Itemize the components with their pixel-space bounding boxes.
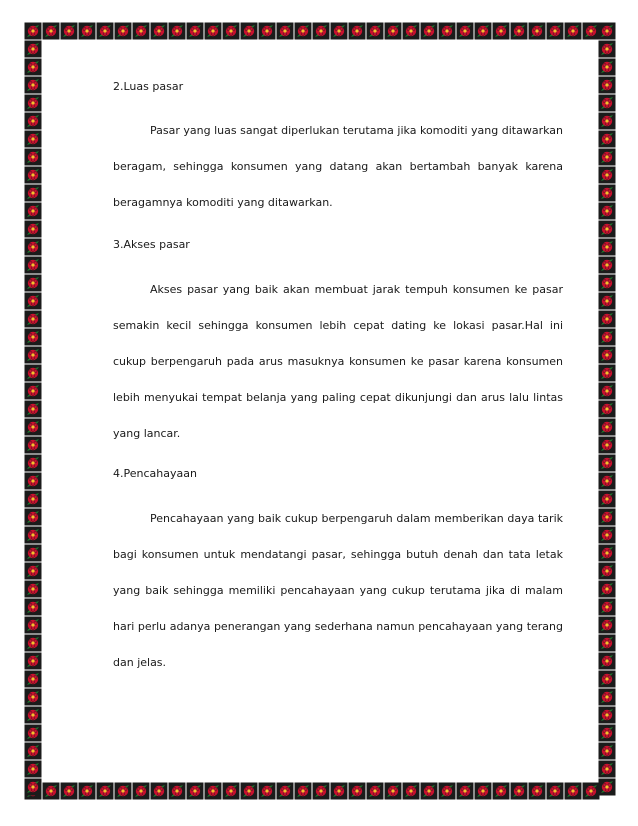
red-flower-tile-icon [598, 112, 616, 130]
red-flower-tile-icon [598, 184, 616, 202]
red-flower-tile-icon [258, 22, 276, 40]
red-flower-tile-icon [24, 202, 42, 220]
red-flower-tile-icon [546, 22, 564, 40]
red-flower-tile-icon [598, 724, 616, 742]
red-flower-tile-icon [114, 782, 132, 800]
red-flower-tile-icon [384, 22, 402, 40]
red-flower-tile-icon [24, 256, 42, 274]
red-flower-tile-icon [24, 526, 42, 544]
red-flower-tile-icon [528, 22, 546, 40]
red-flower-tile-icon [24, 508, 42, 526]
red-flower-tile-icon [598, 346, 616, 364]
red-flower-tile-icon [276, 782, 294, 800]
red-flower-tile-icon [96, 782, 114, 800]
red-flower-tile-icon [24, 742, 42, 760]
red-flower-tile-icon [24, 472, 42, 490]
red-flower-tile-icon [114, 22, 132, 40]
red-flower-tile-icon [598, 310, 616, 328]
red-flower-tile-icon [564, 22, 582, 40]
red-flower-tile-icon [330, 782, 348, 800]
red-flower-tile-icon [492, 782, 510, 800]
red-flower-tile-icon [150, 782, 168, 800]
red-flower-tile-icon [598, 580, 616, 598]
red-flower-tile-icon [348, 22, 366, 40]
red-flower-tile-icon [24, 310, 42, 328]
red-flower-tile-icon [598, 526, 616, 544]
red-flower-tile-icon [24, 166, 42, 184]
red-flower-tile-icon [598, 202, 616, 220]
section-paragraph-luas-pasar: Pasar yang luas sangat diperlukan terutama jika komoditi yang ditawarkan beragam, sehingga konsumen yang datang akan bertambah banyak karena beragamnya komoditi yang ditawarkan. [113, 124, 563, 209]
red-flower-tile-icon [78, 782, 96, 800]
decorative-border-top [24, 22, 616, 40]
red-flower-tile-icon [528, 782, 546, 800]
red-flower-tile-icon [598, 418, 616, 436]
red-flower-tile-icon [420, 22, 438, 40]
red-flower-tile-icon [456, 782, 474, 800]
red-flower-tile-icon [598, 472, 616, 490]
red-flower-tile-icon [598, 328, 616, 346]
red-flower-tile-icon [42, 22, 60, 40]
red-flower-tile-icon [276, 22, 294, 40]
red-flower-tile-icon [42, 782, 60, 800]
section-paragraph-pencahayaan: Pencahayaan yang baik cukup berpengaruh dalam memberikan daya tarik bagi konsumen untuk mendatangi pasar, sehingga butuh denah dan tata letak yang baik sehingga memiliki pencahayaan yang cukup terutama jika di malam hari perlu adanya penerangan yang sederhana namun pencahayaan yang terang dan jelas. [113, 512, 563, 669]
red-flower-tile-icon [598, 760, 616, 778]
red-flower-tile-icon [598, 778, 616, 796]
red-flower-tile-icon [598, 166, 616, 184]
red-flower-tile-icon [24, 562, 42, 580]
red-flower-tile-icon [294, 22, 312, 40]
red-flower-tile-icon [598, 508, 616, 526]
red-flower-tile-icon [402, 22, 420, 40]
red-flower-tile-icon [96, 22, 114, 40]
red-flower-tile-icon [598, 544, 616, 562]
red-flower-tile-icon [312, 782, 330, 800]
red-flower-tile-icon [24, 58, 42, 76]
red-flower-tile-icon [24, 616, 42, 634]
red-flower-tile-icon [24, 400, 42, 418]
red-flower-tile-icon [598, 598, 616, 616]
red-flower-tile-icon [598, 292, 616, 310]
red-flower-tile-icon [60, 782, 78, 800]
red-flower-tile-icon [24, 760, 42, 778]
red-flower-tile-icon [24, 598, 42, 616]
red-flower-tile-icon [598, 562, 616, 580]
red-flower-tile-icon [24, 706, 42, 724]
red-flower-tile-icon [24, 148, 42, 166]
decorative-border-left [24, 22, 42, 800]
red-flower-tile-icon [24, 724, 42, 742]
red-flower-tile-icon [402, 782, 420, 800]
red-flower-tile-icon [24, 76, 42, 94]
red-flower-tile-icon [384, 782, 402, 800]
red-flower-tile-icon [598, 22, 616, 40]
red-flower-tile-icon [598, 58, 616, 76]
red-flower-tile-icon [546, 782, 564, 800]
red-flower-tile-icon [132, 782, 150, 800]
red-flower-tile-icon [492, 22, 510, 40]
red-flower-tile-icon [24, 688, 42, 706]
red-flower-tile-icon [474, 22, 492, 40]
red-flower-tile-icon [24, 670, 42, 688]
red-flower-tile-icon [24, 382, 42, 400]
red-flower-tile-icon [598, 382, 616, 400]
red-flower-tile-icon [598, 670, 616, 688]
red-flower-tile-icon [222, 22, 240, 40]
red-flower-tile-icon [24, 274, 42, 292]
red-flower-tile-icon [168, 782, 186, 800]
red-flower-tile-icon [150, 22, 168, 40]
red-flower-tile-icon [598, 742, 616, 760]
red-flower-tile-icon [222, 782, 240, 800]
red-flower-tile-icon [24, 238, 42, 256]
red-flower-tile-icon [24, 436, 42, 454]
red-flower-tile-icon [24, 328, 42, 346]
red-flower-tile-icon [598, 238, 616, 256]
red-flower-tile-icon [24, 454, 42, 472]
section-paragraph-akses-pasar: Akses pasar yang baik akan membuat jarak tempuh konsumen ke pasar semakin kecil sehingga konsumen lebih cepat dating ke lokasi pasar.Hal ini cukup berpengaruh pada arus masuknya konsumen ke pasar karena konsumen lebih menyukai tempat belanja yang paling cepat dikunjungi dan arus lalu lintas yang lancar. [113, 283, 563, 440]
red-flower-tile-icon [24, 652, 42, 670]
red-flower-tile-icon [24, 490, 42, 508]
decorative-border-bottom [24, 782, 616, 800]
red-flower-tile-icon [330, 22, 348, 40]
section-heading-pencahayaan: 4.Pencahayaan [113, 467, 197, 480]
red-flower-tile-icon [474, 782, 492, 800]
red-flower-tile-icon [240, 22, 258, 40]
section-heading-akses-pasar: 3.Akses pasar [113, 238, 190, 251]
red-flower-tile-icon [132, 22, 150, 40]
red-flower-tile-icon [598, 616, 616, 634]
red-flower-tile-icon [294, 782, 312, 800]
red-flower-tile-icon [366, 22, 384, 40]
red-flower-tile-icon [24, 22, 42, 40]
red-flower-tile-icon [24, 94, 42, 112]
red-flower-tile-icon [24, 220, 42, 238]
red-flower-tile-icon [348, 782, 366, 800]
red-flower-tile-icon [420, 782, 438, 800]
red-flower-tile-icon [60, 22, 78, 40]
red-flower-tile-icon [510, 22, 528, 40]
red-flower-tile-icon [186, 782, 204, 800]
red-flower-tile-icon [438, 782, 456, 800]
red-flower-tile-icon [24, 112, 42, 130]
red-flower-tile-icon [598, 454, 616, 472]
red-flower-tile-icon [24, 292, 42, 310]
red-flower-tile-icon [24, 544, 42, 562]
red-flower-tile-icon [24, 634, 42, 652]
red-flower-tile-icon [598, 94, 616, 112]
red-flower-tile-icon [258, 782, 276, 800]
red-flower-tile-icon [598, 220, 616, 238]
red-flower-tile-icon [204, 782, 222, 800]
red-flower-tile-icon [366, 782, 384, 800]
red-flower-tile-icon [598, 652, 616, 670]
red-flower-tile-icon [598, 130, 616, 148]
red-flower-tile-icon [598, 76, 616, 94]
red-flower-tile-icon [598, 148, 616, 166]
red-flower-tile-icon [598, 706, 616, 724]
red-flower-tile-icon [186, 22, 204, 40]
red-flower-tile-icon [438, 22, 456, 40]
red-flower-tile-icon [168, 22, 186, 40]
red-flower-tile-icon [24, 778, 42, 796]
red-flower-tile-icon [598, 490, 616, 508]
decorative-border-right [598, 22, 616, 800]
red-flower-tile-icon [598, 274, 616, 292]
red-flower-tile-icon [240, 782, 258, 800]
red-flower-tile-icon [24, 418, 42, 436]
red-flower-tile-icon [564, 782, 582, 800]
red-flower-tile-icon [598, 256, 616, 274]
section-heading-luas-pasar: 2.Luas pasar [113, 80, 184, 93]
red-flower-tile-icon [24, 40, 42, 58]
red-flower-tile-icon [24, 580, 42, 598]
red-flower-tile-icon [598, 634, 616, 652]
red-flower-tile-icon [598, 40, 616, 58]
red-flower-tile-icon [24, 130, 42, 148]
red-flower-tile-icon [598, 400, 616, 418]
red-flower-tile-icon [598, 364, 616, 382]
red-flower-tile-icon [78, 22, 96, 40]
red-flower-tile-icon [598, 436, 616, 454]
red-flower-tile-icon [598, 688, 616, 706]
red-flower-tile-icon [204, 22, 222, 40]
red-flower-tile-icon [24, 364, 42, 382]
red-flower-tile-icon [24, 184, 42, 202]
red-flower-tile-icon [24, 346, 42, 364]
red-flower-tile-icon [456, 22, 474, 40]
red-flower-tile-icon [510, 782, 528, 800]
red-flower-tile-icon [312, 22, 330, 40]
